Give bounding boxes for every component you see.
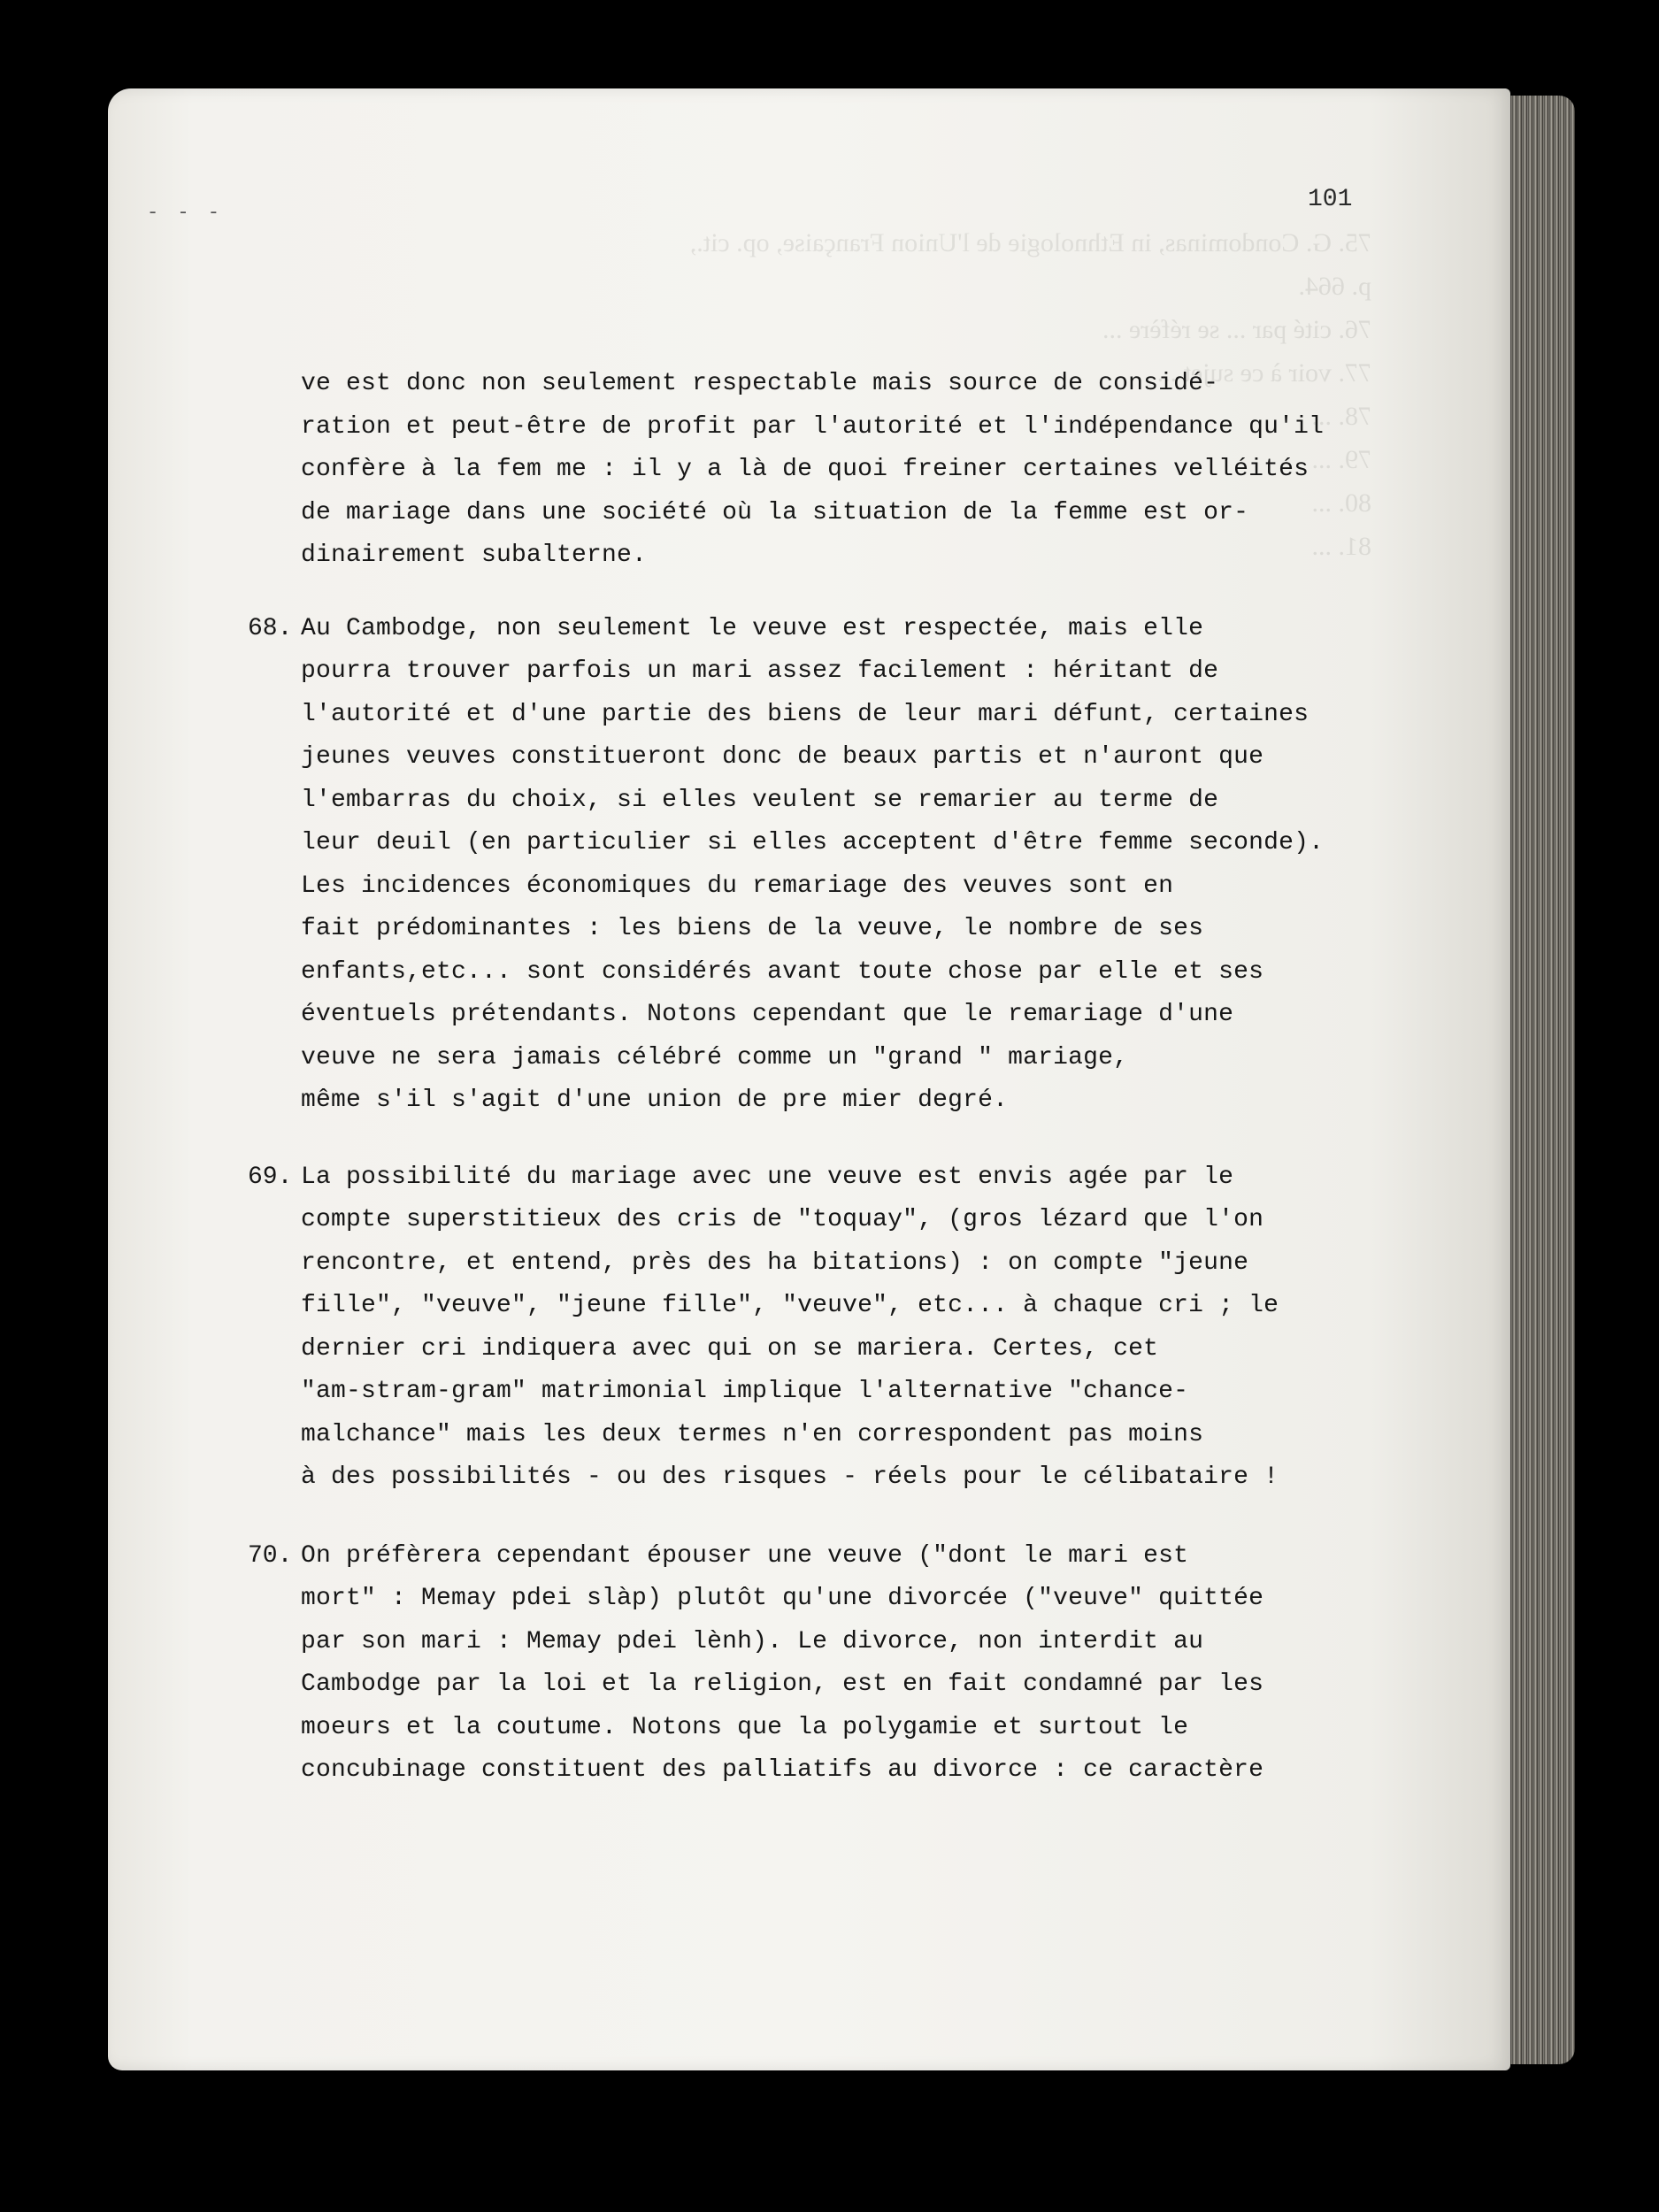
text-line: fait prédominantes : les biens de la veuve, le nombre de ses	[301, 915, 1204, 942]
text-line: Cambodge par la loi et la religion, est en fait condamné par les	[301, 1671, 1264, 1698]
text-line: enfants,etc... sont considérés avant toute chose par elle et ses	[301, 957, 1264, 986]
text-line: malchance" mais les deux termes n'en correspondent pas moins	[301, 1420, 1204, 1448]
text-line: l'autorité et d'une partie des biens de leur mari défunt, certaines	[301, 700, 1310, 728]
text-line: ration et peut-être de profit par l'autorité et l'indépendance qu'il	[301, 412, 1325, 441]
text-line: jeunes veuves constitueront donc de beaux partis et n'auront que	[301, 743, 1264, 771]
text-line: fille", "veuve", "jeune fille", "veuve", etc... à chaque cri ; le	[301, 1292, 1279, 1319]
text-line: confère à la fem me : il y a là de quoi freiner certaines velléités	[301, 456, 1310, 483]
margin-mark: - - -	[147, 202, 224, 224]
text-line: Les incidences économiques du remariage des veuves sont en	[301, 872, 1174, 900]
paragraph-70	[248, 1535, 1416, 1793]
text-line: moeurs et la coutume. Notons que la polygamie et surtout le	[301, 1713, 1189, 1741]
text-line: Au Cambodge, non seulement le veuve est respectée, mais elle	[301, 614, 1204, 642]
text-line: La possibilité du mariage avec une veuve est envis agée par le	[301, 1163, 1234, 1191]
text-line: veuve ne sera jamais célébré comme un "grand " mariage,	[301, 1043, 1129, 1071]
text-line: à des possibilités - ou des risques - réels pour le célibataire !	[301, 1463, 1279, 1491]
text-line: leur deuil (en particulier si elles acceptent d'être femme seconde).	[301, 829, 1325, 856]
text-line: pourra trouver parfois un mari assez facilement : héritant de	[301, 657, 1219, 685]
page-body	[248, 363, 1416, 1828]
text-line: rencontre, et entend, près des ha bitations) : on compte "jeune	[301, 1248, 1249, 1277]
text-line: ve est donc non seulement respectable mais source de considé-	[301, 370, 1219, 397]
page-number: 101	[1308, 186, 1353, 213]
text-line: compte superstitieux des cris de "toquay", (gros lézard que l'on	[301, 1206, 1264, 1233]
text-line: même s'il s'agit d'une union de pre mier degré.	[301, 1087, 1009, 1114]
text-line: dernier cri indiquera avec qui on se mariera. Certes, cet	[301, 1334, 1159, 1363]
text-line: l'embarras du choix, si elles veulent se remarier au terme de	[301, 786, 1219, 814]
text-line: "am-stram-gram" matrimonial implique l'alternative "chance-	[301, 1378, 1189, 1405]
paragraph-69	[248, 1156, 1416, 1500]
paragraph-number: 70.	[248, 1541, 293, 1570]
paragraph-number: 68.	[248, 614, 293, 642]
paragraph-number: 69.	[248, 1163, 293, 1191]
text-line: mort" : Memay pdei slàp) plutôt qu'une divorcée ("veuve" quittée	[301, 1585, 1264, 1612]
text-line: dinairement subalterne.	[301, 541, 648, 569]
paragraph-continued	[301, 363, 1416, 578]
text-line: par son mari : Memay pdei lènh). Le divorce, non interdit au	[301, 1627, 1204, 1655]
paragraph-68	[248, 608, 1416, 1123]
text-line: concubinage constituent des palliatifs au divorce : ce caractère	[301, 1756, 1264, 1784]
text-line: éventuels prétendants. Notons cependant que le remariage d'une	[301, 1001, 1234, 1028]
text-line: de mariage dans une société où la situation de la femme est or-	[301, 498, 1249, 526]
text-line: On préfèrera cependant épouser une veuve ("dont le mari est	[301, 1541, 1189, 1570]
